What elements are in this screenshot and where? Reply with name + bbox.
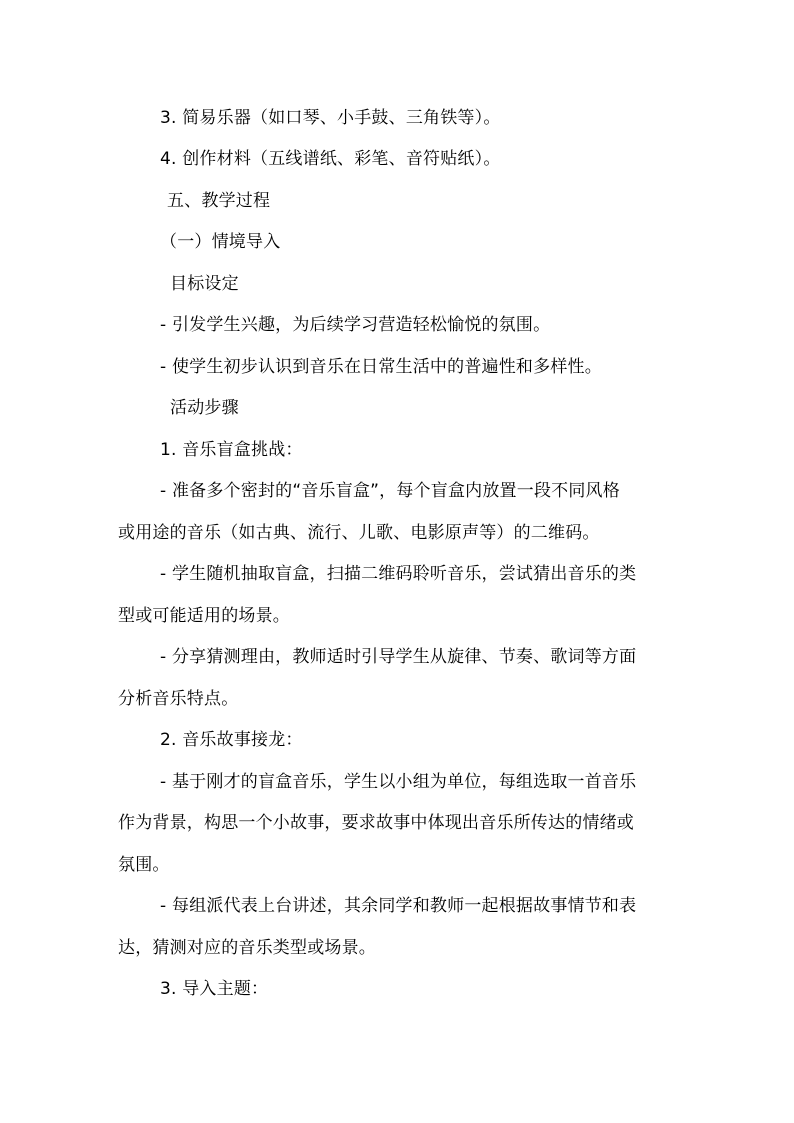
material-item-3: 3. 简易乐器（如口琴、小手鼓、三角铁等）。 (160, 108, 501, 128)
step-2-heading: 2. 音乐故事接龙： (160, 730, 303, 750)
subsection-heading-situation-intro: （一）情境导入 (160, 232, 281, 252)
step-3-heading: 3. 导入主题： (160, 979, 269, 999)
goal-item-2: - 使学生初步认识到音乐在日常生活中的普遍性和多样性。 (160, 357, 602, 377)
section-heading-teaching-process: 五、教学过程 (167, 191, 271, 211)
heading-goal-setting: 目标设定 (170, 274, 239, 294)
paragraph-line: - 学生随机抽取盲盒，扫描二维码聆听音乐，尝试猜出音乐的类 (160, 564, 637, 584)
paragraph-line: 或用途的音乐（如古典、流行、儿歌、电影原声等）的二维码。 (118, 523, 600, 543)
paragraph-line: 作为背景，构思一个小故事，要求故事中体现出音乐所传达的情绪或 (118, 813, 634, 833)
paragraph-line: - 基于刚才的盲盒音乐，学生以小组为单位，每组选取一首音乐 (160, 772, 637, 792)
paragraph-line: - 每组派代表上台讲述，其余同学和教师一起根据故事情节和表 (160, 896, 637, 916)
paragraph-line: 氛围。 (118, 855, 170, 875)
goal-item-1: - 引发学生兴趣，为后续学习营造轻松愉悦的氛围。 (160, 315, 551, 335)
paragraph-line: 型或可能适用的场景。 (118, 606, 290, 626)
material-item-4: 4. 创作材料（五线谱纸、彩笔、音符贴纸）。 (160, 149, 501, 169)
paragraph-line: 分析音乐特点。 (118, 689, 239, 709)
heading-activity-steps: 活动步骤 (170, 398, 239, 418)
paragraph-line: - 分享猜测理由，教师适时引导学生从旋律、节奏、歌词等方面 (160, 647, 637, 667)
step-1-heading: 1. 音乐盲盒挑战： (160, 440, 303, 460)
paragraph-line: 达，猜测对应的音乐类型或场景。 (118, 938, 376, 958)
paragraph-line: - 准备多个密封的“音乐盲盒”，每个盲盒内放置一段不同风格 (160, 481, 620, 501)
